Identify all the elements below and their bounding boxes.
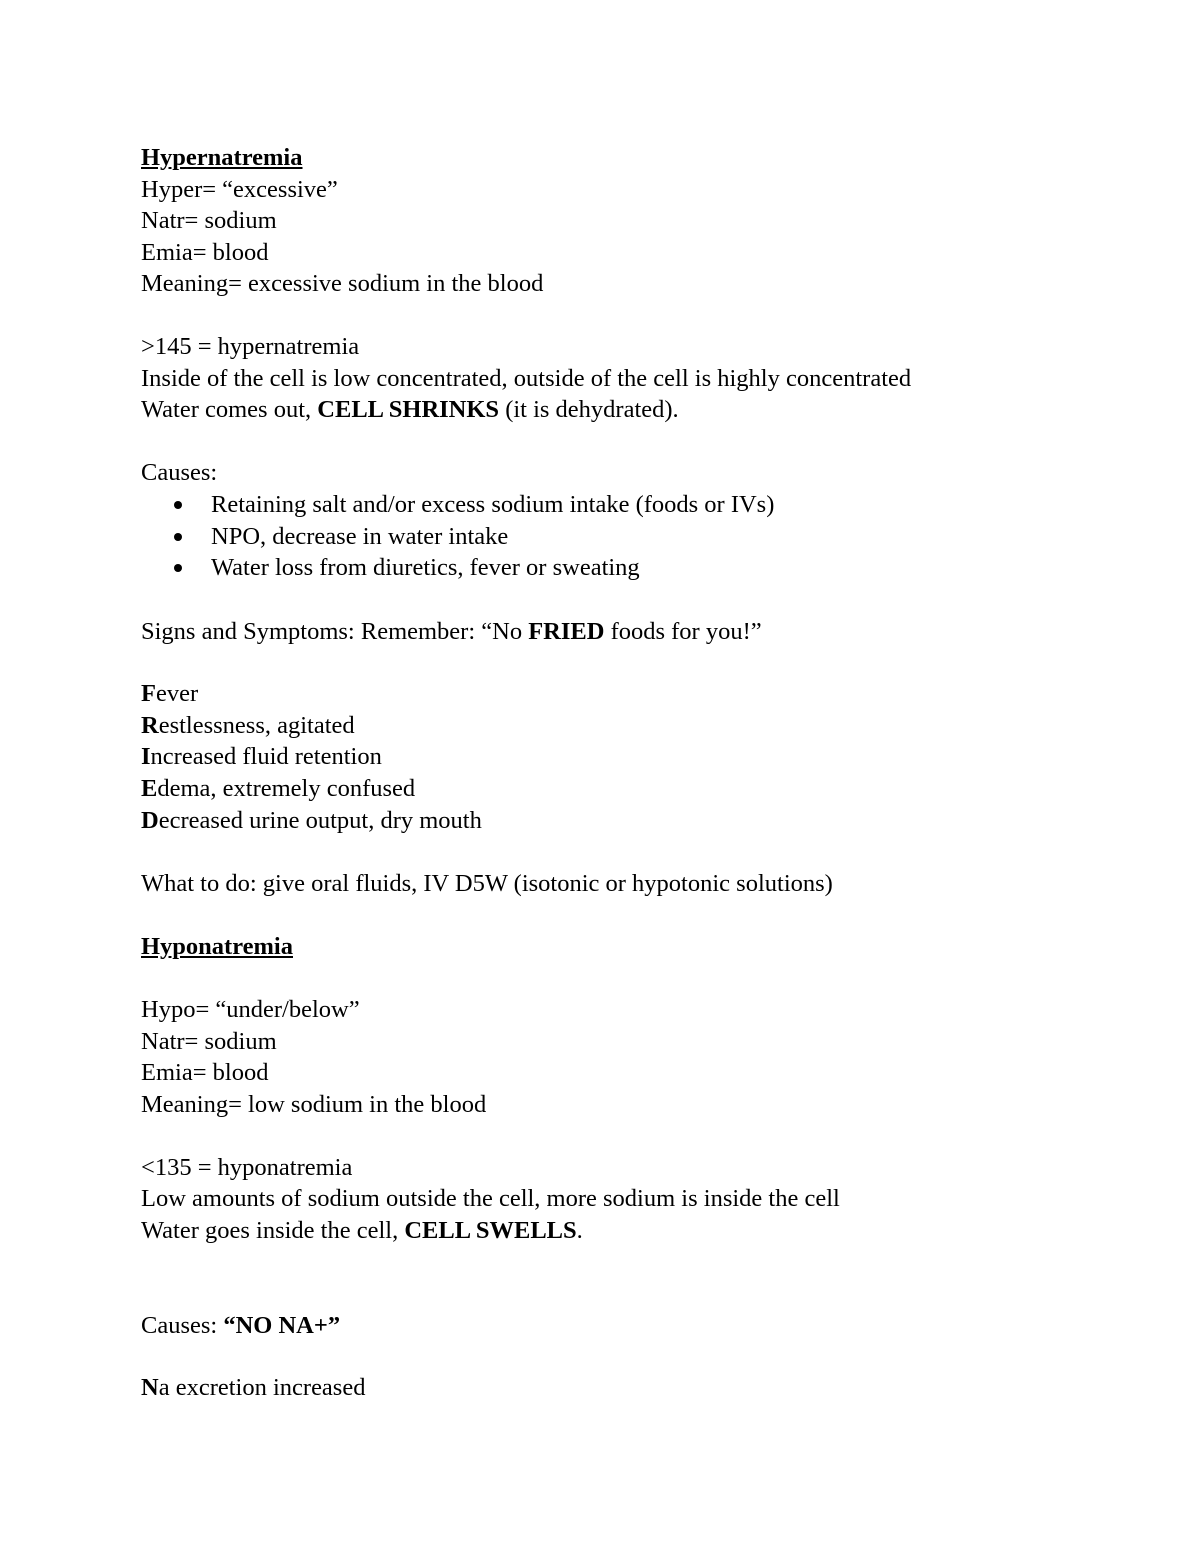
water-movement-line xyxy=(141,395,679,425)
cell-concentration-line: Inside of the cell is low concentrated, outside of the cell is highly concentrated xyxy=(141,365,912,392)
definition-line: Meaning= excessive sodium in the blood xyxy=(141,270,544,297)
hyponatremia-heading: Hyponatremia xyxy=(141,933,293,960)
definition-line: Hyper= “excessive” xyxy=(141,176,338,203)
cause-item: Retaining salt and/or excess sodium intake (foods or IVs) xyxy=(211,491,775,518)
cause-item: NPO, decrease in water intake xyxy=(211,523,509,550)
definition-line: Emia= blood xyxy=(141,1059,269,1086)
fried-text: FRIED xyxy=(528,618,605,645)
text-run: Causes: xyxy=(141,1312,224,1339)
mnemonic-letter: N xyxy=(141,1374,159,1401)
cell-swells-text: CELL SWELLS xyxy=(404,1217,577,1244)
text-run: Signs and Symptoms: Remember: “No xyxy=(141,618,529,645)
text-run: Water goes inside the cell, xyxy=(141,1217,405,1244)
causes-line xyxy=(141,1311,340,1341)
mnemonic-rest: ever xyxy=(155,680,199,707)
mnemonic-rest: ncreased fluid retention xyxy=(150,743,382,770)
no-na-mnemonic: “NO NA+” xyxy=(223,1312,341,1339)
cell-concentration-line: Low amounts of sodium outside the cell, more sodium is inside the cell xyxy=(141,1185,840,1212)
mnemonic-item xyxy=(141,742,382,772)
signs-symptoms-line xyxy=(141,617,762,647)
mnemonic-letter: F xyxy=(141,680,156,707)
text-run: foods for you!” xyxy=(604,618,762,645)
mnemonic-item xyxy=(141,679,198,709)
text-run: (it is dehydrated). xyxy=(499,396,679,423)
definition-line: Natr= sodium xyxy=(141,207,277,234)
mnemonic-item xyxy=(141,806,482,836)
threshold-line: >145 = hypernatremia xyxy=(141,333,360,360)
definition-line: Hypo= “under/below” xyxy=(141,996,360,1023)
bullet-icon xyxy=(174,564,182,572)
threshold-line: <135 = hyponatremia xyxy=(141,1154,353,1181)
mnemonic-item xyxy=(141,711,355,741)
mnemonic-rest: estlessness, agitated xyxy=(158,712,355,739)
mnemonic-rest: a excretion increased xyxy=(158,1374,366,1401)
hypernatremia-heading: Hypernatremia xyxy=(141,144,303,171)
definition-line: Emia= blood xyxy=(141,239,269,266)
text-run: . xyxy=(576,1217,583,1244)
definition-line: Meaning= low sodium in the blood xyxy=(141,1091,487,1118)
bullet-icon xyxy=(174,533,182,541)
mnemonic-letter: D xyxy=(141,807,159,834)
water-movement-line xyxy=(141,1216,583,1246)
mnemonic-rest: dema, extremely confused xyxy=(157,775,416,802)
cell-shrinks-text: CELL SHRINKS xyxy=(317,396,500,423)
text-run: Water comes out, xyxy=(141,396,318,423)
cause-item: Water loss from diuretics, fever or sweating xyxy=(211,554,640,581)
mnemonic-letter: R xyxy=(141,712,159,739)
causes-label: Causes: xyxy=(141,459,218,486)
definition-line: Natr= sodium xyxy=(141,1028,277,1055)
mnemonic-item xyxy=(141,1373,365,1403)
mnemonic-rest: ecreased urine output, dry mouth xyxy=(158,807,482,834)
mnemonic-item xyxy=(141,774,415,804)
what-to-do-line: What to do: give oral fluids, IV D5W (isotonic or hypotonic solutions) xyxy=(141,870,833,897)
bullet-icon xyxy=(174,501,182,509)
mnemonic-letter: E xyxy=(141,775,158,802)
mnemonic-letter: I xyxy=(141,743,151,770)
